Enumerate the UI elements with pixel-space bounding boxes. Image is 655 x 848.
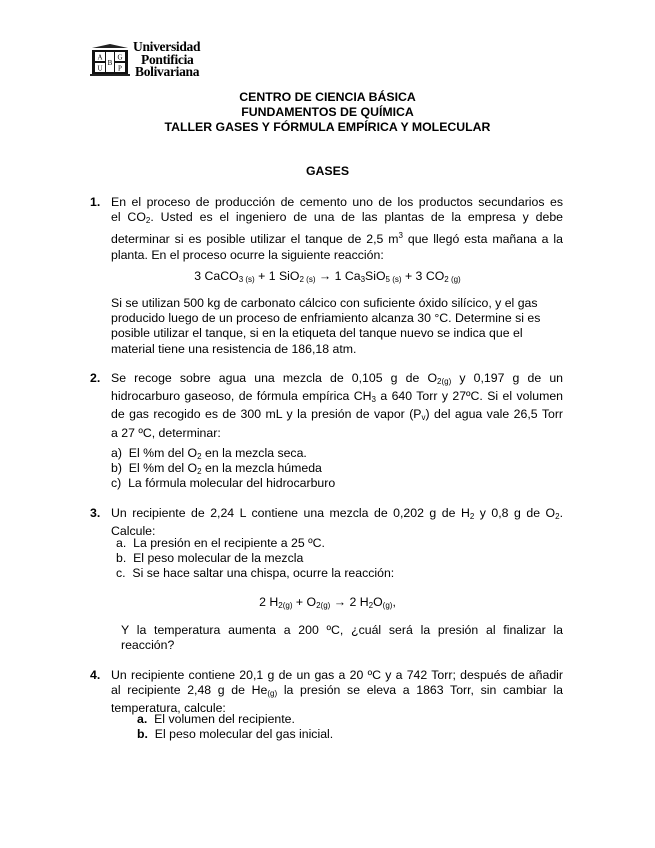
header-line-3: TALLER GASES Y FÓRMULA EMPÍRICA Y MOLECULAR [164,120,491,134]
logo-seal-letter: B [107,59,113,67]
logo-seal-letter: P [118,64,122,73]
logo-seal-icon [90,44,130,76]
question-number: 3. [90,506,101,520]
question-1-paragraph [111,296,563,357]
text-line: Y la temperatura aumenta a 200 ºC, ¿cuál será la presión al finalizar la [121,623,563,637]
text-line: posible utilizar el tanque, si en la etiqueta del tanque nuevo se indica que el [111,326,523,341]
text-line: temperatura, calcule: [111,701,226,716]
list-item: c. Si se hace saltar una chispa, ocurre la reacción: [116,566,395,580]
text-line: de gas recogido es de 300 mL y la presión de vapor $(P_v)$ del agua vale 26,5 Torr [111,407,564,423]
list-item: b) El %m del $O_2$ en la mezcla húmeda [111,461,322,476]
list-item: b. El peso molecular de la mezcla [116,551,304,565]
header-line-1: CENTRO DE CIENCIA BÁSICA [239,90,416,104]
list-item: b. El peso molecular del gas inicial. [137,727,334,741]
text-line: determinar si es posible utilizar el tanque de 2,5 $m^3$ que llegó esta mañana a la [111,231,563,247]
question-2-text [111,371,563,441]
reaction-equation-1: 3 CaCO$_{3 (s)}$ + 1 SiO$_{2 (s)}$ → 1 $Ca_3SiO_{5 (s)} + 3$ $CO_{2 (g)}$ [194,269,461,284]
list-item: c) La fórmula molecular del hidrocarburo [111,476,336,490]
question-3-text [111,506,563,539]
university-name [133,41,200,79]
text-line: material tiene una resistencia de 186,18 atm. [111,341,357,356]
text-line: Si se utilizan 500 kg de carbonato cálcico con suficiente óxido silícico, y el gas [111,296,538,310]
question-1-text [111,195,563,263]
logo-seal-letter: U [97,64,103,73]
list-item: a. La presión en el recipiente a 25 ºC. [116,536,325,550]
logo-line: Bolivariana [135,64,200,80]
text-line: En el proceso de producción de cemento uno de los productos secundarios es [111,195,563,209]
logo-line: Universidad [133,39,201,54]
text-line: hidrocarburo gaseoso, de fórmula empírica $CH_3$ a 640 Torr y 27ºC. Si el volumen [111,389,563,405]
question-number: 4. [90,668,101,682]
list-item: a. El volumen del recipiente. [137,712,295,726]
reaction-equation-2: 2 $H_{2(g)} + O_{2(g)} \to 2$ $H_2O_{(g)}$, [259,595,396,610]
text-line: Un recipiente contiene 20,1 g de un gas a 20 ºC y a 742 Torr; después de añadir [111,668,563,682]
question-3-paragraph [121,623,563,653]
text-line: el $CO_2$. Usted es el ingeniero de una de las plantas de la empresa y debe [111,210,563,226]
question-4-text [111,668,563,717]
header-line-2: FUNDAMENTOS DE QUÍMICA [241,105,414,119]
list-item: a) El %m del $O_2$ en la mezcla seca. [111,446,307,461]
text-line: planta. En el proceso ocurre la siguiente reacción: [111,247,384,262]
section-title: GASES [305,164,350,178]
text-line: Calcule: [111,524,156,539]
text-line: reacción? [121,638,175,653]
text-line: Un recipiente de 2,24 L contiene una mezcla de 0,202 g de $H_2$ y 0,8 g de $O_2$. [111,506,563,521]
question-number: 1. [90,195,101,209]
text-line: al recipiente 2,48 g de $He_{(g)}$ la presión se eleva a 1863 Torr, sin cambiar la [111,683,563,699]
text-line: Se recoge sobre agua una mezcla de 0,105 g de $O_{2(g)}$ y 0,197 g de un [111,371,563,386]
question-number: 2. [90,371,101,385]
text-line: a 27 ºC, determinar: [111,425,221,440]
logo-seal-letter: G [117,53,123,62]
logo-seal-letter: A [97,53,103,62]
logo-line: Pontificia [141,51,194,67]
text-line: producido luego de un proceso de enfriamiento alcanza 30 °C. Determine si es [111,311,541,326]
